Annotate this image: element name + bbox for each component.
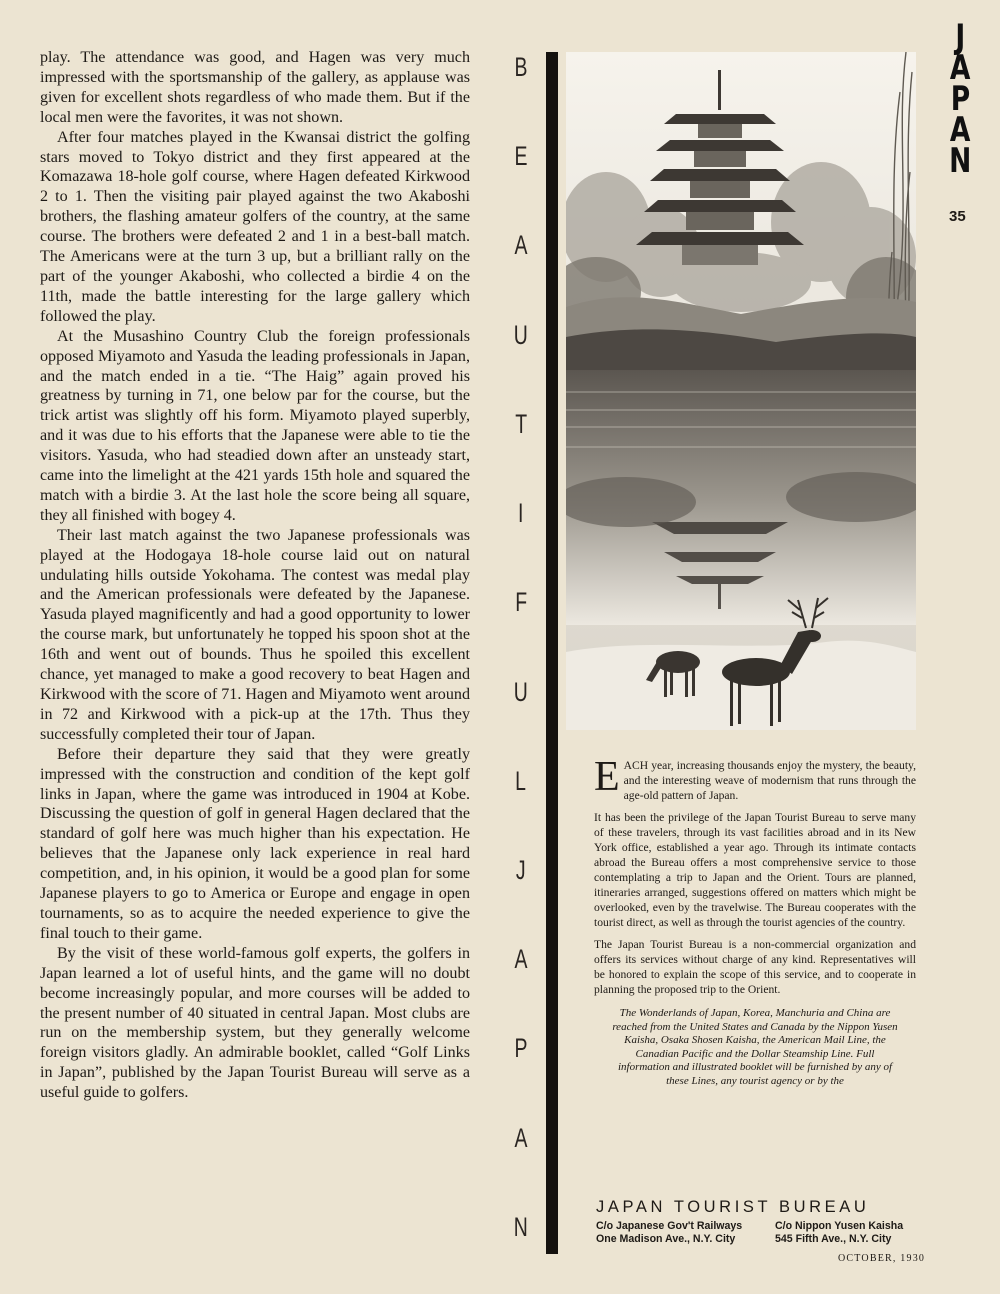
ad-paragraph: The Japan Tourist Bureau is a non-commercial organization and offers its services without charge of any kind. Representatives will be honored to explain the scope of this service, and to cooperate in planning the proposed trip to the Orient. <box>594 938 916 996</box>
address-right <box>775 1220 903 1245</box>
masthead-letter: J <box>955 17 965 57</box>
ad-paragraph: It has been the privilege of the Japan Tourist Bureau to serve many of these travelers, through its vast facilities abroad and in its New York office, established a year ago. Through its intimate contacts abroad the Bureau offers a most comprehensive service to those contemplating a trip to Japan and the Orient. Tours are planned, itineraries arranged, suggestions offered on matters which might be overlooked, even by the travelwise. The Bureau cooperates with the tourist direct, as well as through the tourist agencies of the country. <box>594 811 916 929</box>
masthead-letter: P <box>950 79 970 119</box>
vertical-letter: I <box>518 498 524 529</box>
vertical-letter: T <box>515 408 527 439</box>
beautiful-japan-vertical-heading <box>503 52 539 1242</box>
article-paragraph: play. The attendance was good, and Hagen was very much impressed with the sportsmanship of the gallery, as applause was given for excellent shots regardless of who made them. But if the local men were the favorites, it was not shown. <box>40 49 470 126</box>
address-line: One Madison Ave., N.Y. City <box>596 1232 736 1245</box>
masthead-letter: N <box>948 141 972 181</box>
vertical-letter: B <box>514 52 528 82</box>
article-column <box>40 48 470 1103</box>
vertical-letter: L <box>515 765 527 796</box>
article-paragraph: By the visit of these world-famous golf experts, the golfers in Japan learned a lot of useful hints, and the game will no doubt become increasingly popular, and more courses will be added to the present number of 40 situated in central Japan. Most clubs are run on the membership system, but they generally welcome foreign visitors gladly. An admirable booklet, called “Golf Links in Japan”, published by the Japan Tourist Bureau will serve as a useful guide to golfers. <box>40 944 470 1102</box>
vertical-letter: N <box>513 1211 529 1242</box>
vertical-letter: P <box>514 1033 528 1064</box>
vertical-letter: A <box>514 230 528 261</box>
vertical-letter: U <box>513 676 529 707</box>
shipping-lines-note: The Wonderlands of Japan, Korea, Manchuria and China are reached from the United States and Canada by the Nippon Yusen Kaisha, Osaka Shosen Kaisha, the American Mail Line, the Canadian Pacific and the Dollar Steamship Line. Full information and illustrated booklet will be furnished by any of these Lines, any tourist agency or by the <box>612 1007 898 1087</box>
bureau-name: JAPAN TOURIST BUREAU <box>596 1198 870 1216</box>
address-line: 545 Fifth Ave., N.Y. City <box>775 1232 892 1245</box>
address-left <box>596 1220 742 1245</box>
article-paragraph: After four matches played in the Kwansai district the golfing stars moved to Tokyo district and they first appeared at the Komazawa 18-hole golf course, where Hagen defeated Kirkwood 2 to 1. Then the visiting pair played against the two Akaboshi brothers, the flashing amateur golfers of the country, at the same course. The brothers were defeated 2 and 1 in a best-ball match. The Americans were at the turn 3 up, but a brilliant rally on the part of the younger Akaboshi, who collected a birdie 4 on the 11th, made the battle interesting for the large gallery which followed the play. <box>40 128 470 325</box>
masthead-letter: A <box>949 110 971 150</box>
issue-date: OCTOBER, 1930 <box>838 1253 926 1264</box>
pagoda-deer-illustration <box>566 52 916 730</box>
vertical-letter: A <box>514 1122 528 1153</box>
vertical-letter: E <box>514 141 528 172</box>
page-number: 35 <box>949 208 966 225</box>
article-paragraph: At the Musashino Country Club the foreign professionals opposed Miyamoto and Yasuda the leading professionals in Japan, and the match ended in a tie. “The Haig” again proved his greatness by turning in 71, one below par for the course, but the trick artist was slightly off his form. Miyamoto played superbly, and it was due to his efforts that the Japanese were able to tie the visitors. Yasuda, who had steadied down after an unsteady start, came into the limelight at the 421 yards 15th hole and squared the match with a birdie 3. At the last hole the score being all square, they all finished with bogey 4. <box>40 327 470 524</box>
address-line: C/o Japanese Gov't Railways <box>596 1220 743 1232</box>
japan-masthead <box>940 17 980 181</box>
masthead-letter: A <box>949 48 971 88</box>
article-paragraph: Before their departure they said that they were greatly impressed with the construction and condition of the kept golf links in Japan, where the game was introduced in 1904 at Kobe. Discussing the question of golf in general Hagen declared that the standard of golf here was much higher than his expectation. He believes that the Japanese only lack experience in real hard competition, and, in his opinion, it would be a good plan for some Japanese players to go to America or Europe and engage in open tournaments, so as to acquire the needed experience to give the final touch to their game. <box>40 745 470 942</box>
article-paragraph: Their last match against the two Japanese professionals was played at the Hodogaya 18-hole course laid out on natural undulating hills outside Yokohama. The contest was medal play and the American professionals were defeated by the Japanese. Yasuda played magnificently and had a good opportunity to lower the course mark, but unfortunately he topped his spoon shot at the 16th and went out of bounds. Thus he spoiled this excellent chance, yet managed to make a good recovery to beat Hagen and Kirkwood with the score of 71. Hagen and Miyamoto went around in 72 and Kirkwood with a pick-up at the 17th. Thus they successfully completed their tour of Japan. <box>40 526 470 743</box>
ad-intro-text: ACH year, increasing thousands enjoy the mystery, the beauty, and the interesting weave of modernism that runs through the age-old pattern of Japan. <box>623 759 916 802</box>
tourist-bureau-ad-copy <box>594 754 916 1089</box>
vertical-black-bar <box>546 52 558 1254</box>
drop-cap: E <box>594 754 620 800</box>
vertical-letter: A <box>514 944 528 975</box>
vertical-letter: U <box>513 319 529 350</box>
pagoda-landscape-image <box>566 52 916 730</box>
vertical-letter: J <box>516 854 526 885</box>
vertical-letter: F <box>515 587 527 618</box>
address-line: C/o Nippon Yusen Kaisha <box>775 1220 904 1232</box>
ad-intro-paragraph <box>594 754 916 803</box>
